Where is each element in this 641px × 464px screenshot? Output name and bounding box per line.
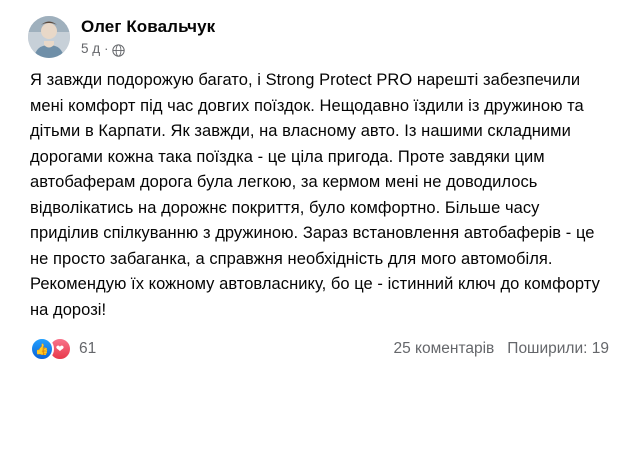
heart-icon: ❤: [48, 337, 72, 361]
shares-count[interactable]: Поширили: 19: [507, 340, 609, 357]
post-header: [12, 6, 629, 58]
meta-separator: ·: [104, 41, 109, 56]
thumbs-up-icon: 👍: [30, 337, 54, 361]
post-footer: [12, 323, 629, 361]
reactions-group[interactable]: [30, 337, 96, 361]
comments-count[interactable]: 25 коментарів: [393, 340, 495, 357]
post-body-text: Я завжди подорожую багато, і Strong Protect PRO нарешті забезпечили мені комфорт під час довгих поїздок. Нещодавно їздили із дружиною та дітьми в Карпати. Як завжди, на власному авто. Із нашими складними дорогами кожна така поїздка - це ціла пригода. Проте завдяки цим автобаферам дорога була легкою, за кермом мені не доводилось відволікатись на дорожнє покриття, було комфортно. Більше часу приділив спілкуванню з дружиною. Зараз встановлення автобаферів - це не просто забаганка, а справжня необхідність для мого автомобіля. Рекомендую їх кожному автовласнику, бо це - істинний ключ до комфорту на дорозі!: [30, 71, 600, 319]
user-avatar-icon: [28, 16, 70, 58]
author-name[interactable]: Олег Ковальчук: [81, 17, 216, 36]
globe-icon[interactable]: [112, 44, 125, 57]
reaction-count: 61: [79, 340, 97, 357]
post-meta: [81, 41, 215, 57]
facebook-post-card: [12, 6, 629, 361]
post-timestamp[interactable]: 5 д: [81, 41, 101, 56]
post-author-block: [81, 16, 215, 57]
post-stats: [393, 340, 609, 358]
avatar[interactable]: [28, 16, 70, 58]
